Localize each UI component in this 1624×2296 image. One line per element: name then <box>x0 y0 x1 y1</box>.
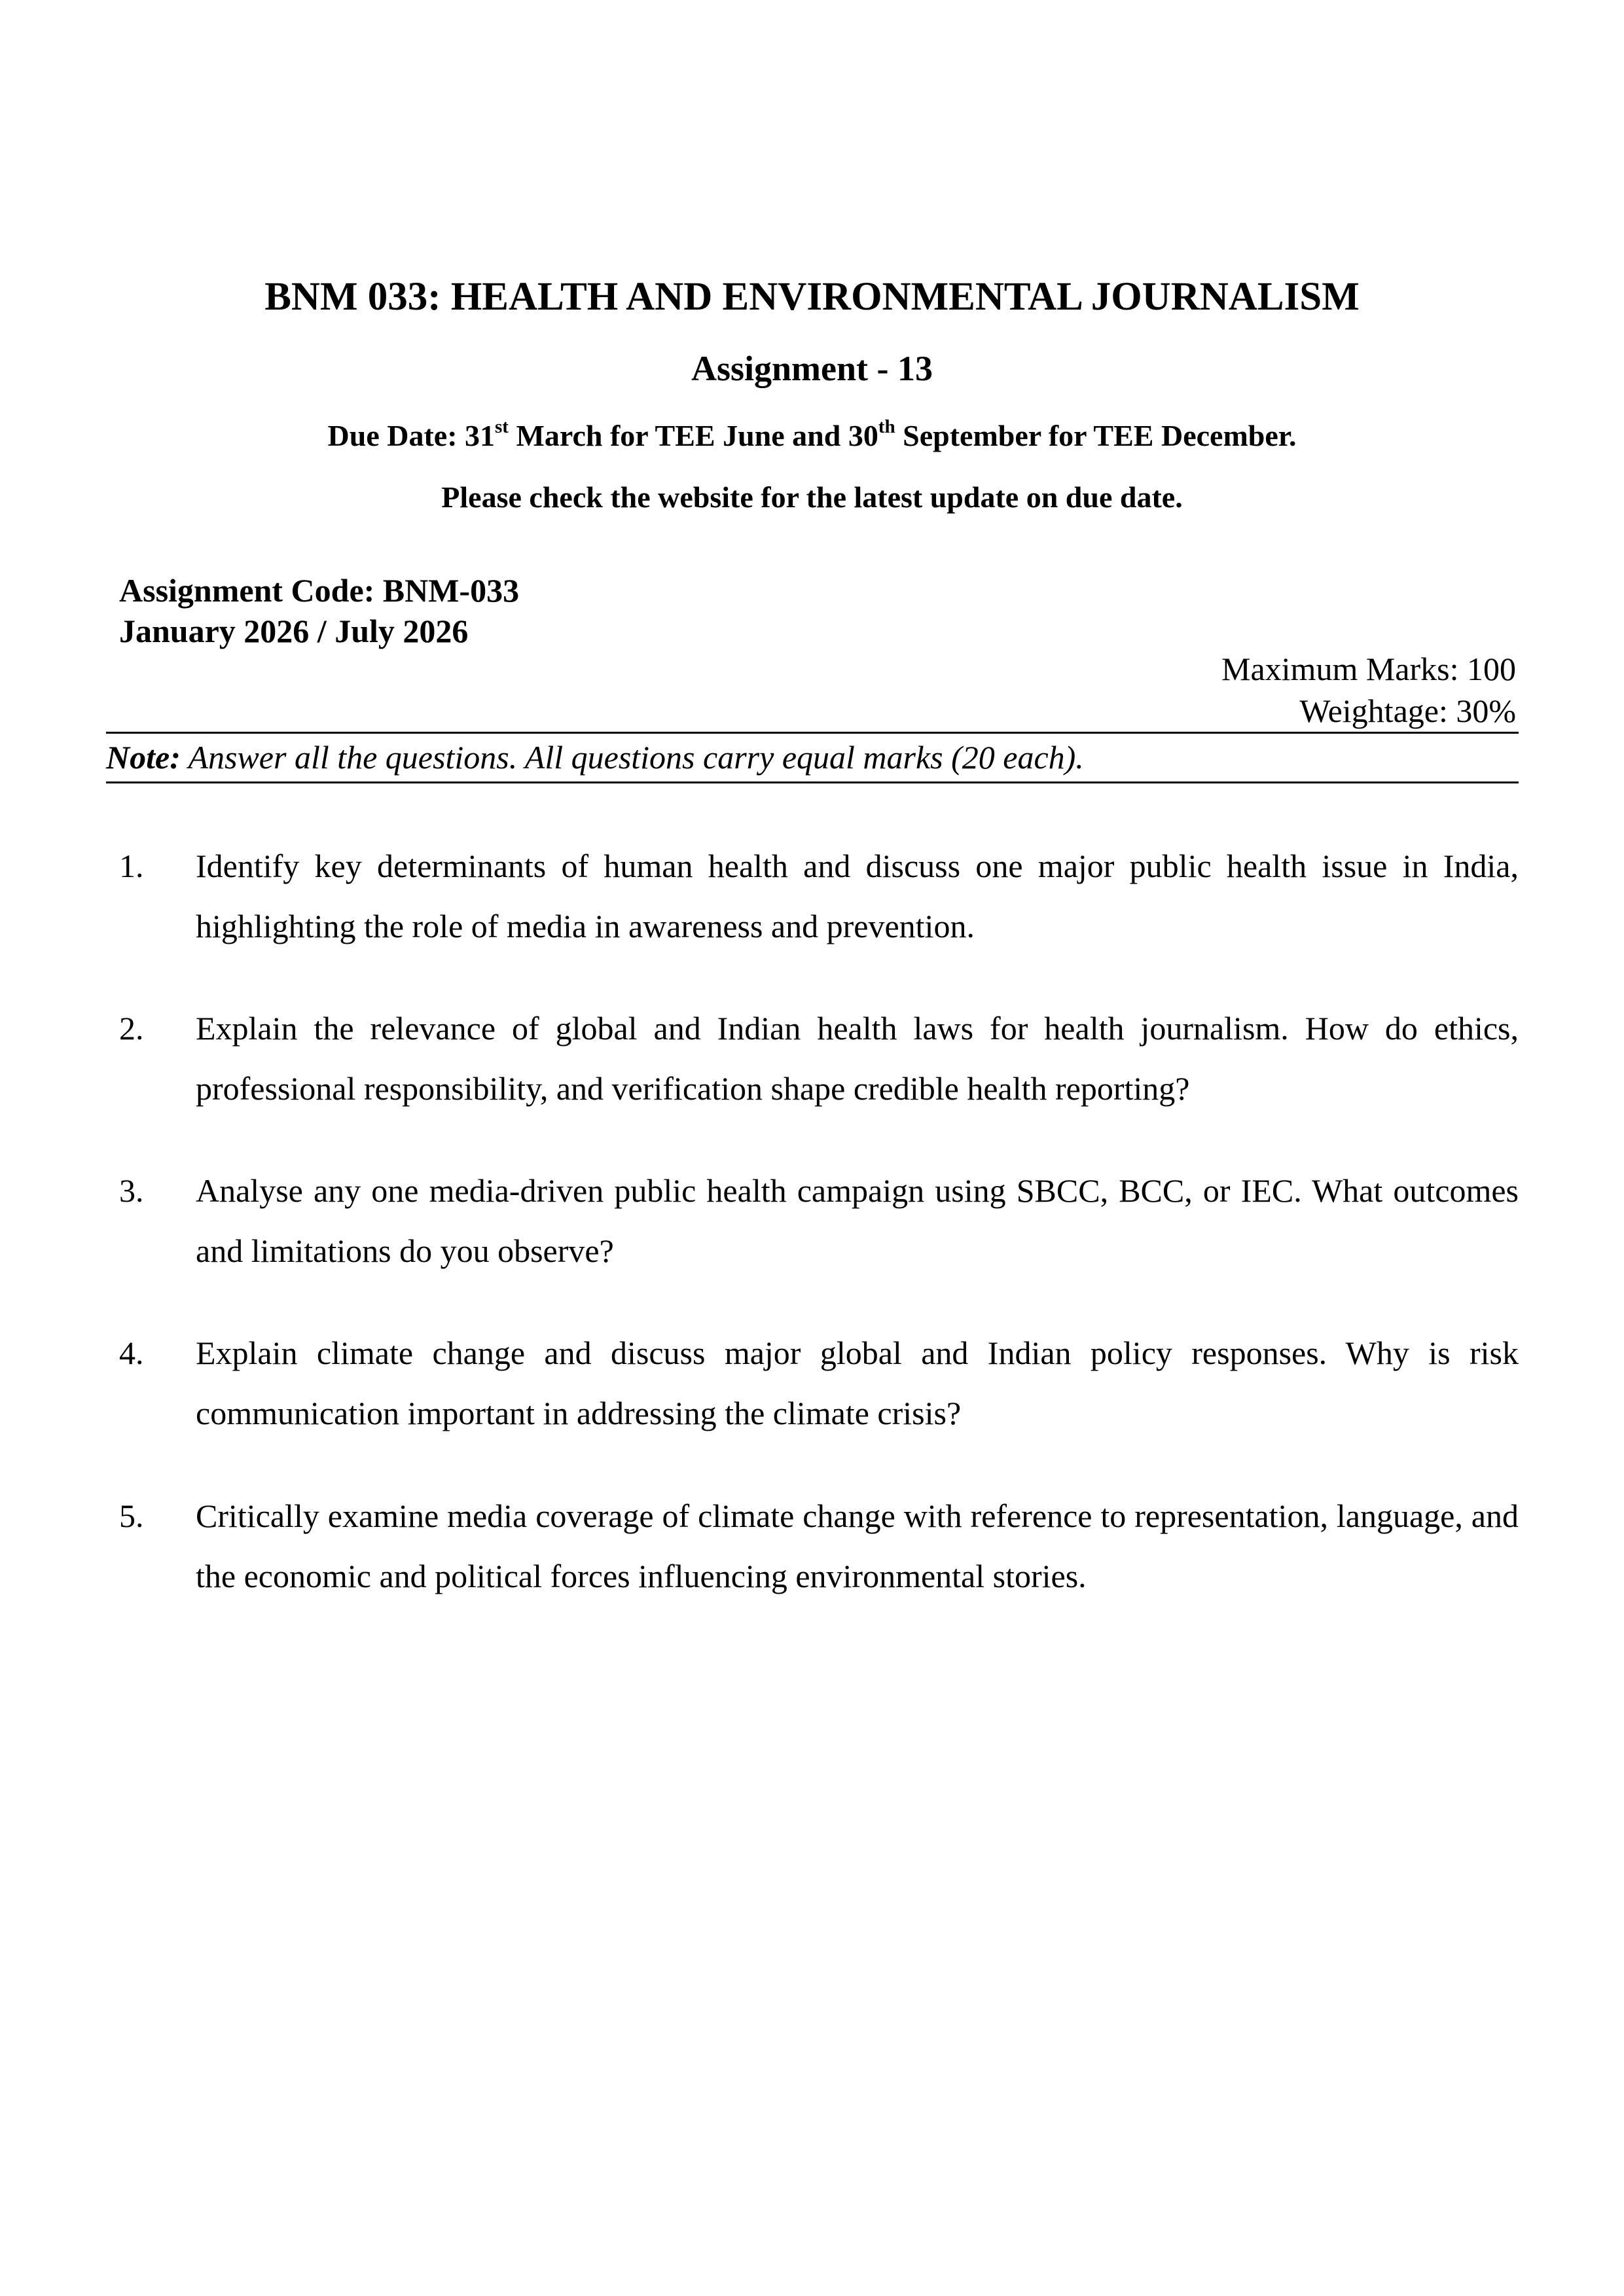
assignment-code: Assignment Code: BNM-033 <box>119 572 520 609</box>
note-label: Note: <box>106 739 181 776</box>
question-text: Explain climate change and discuss major global and Indian policy responses. Why is risk communication important in addressing the climate crisis? <box>196 1335 1519 1431</box>
course-title: BNM 033: HEALTH AND ENVIRONMENTAL JOURNALISM <box>264 275 1360 319</box>
due-date-ordinal-suffix-2: th <box>878 416 895 437</box>
maximum-marks: Maximum Marks: 100 <box>1221 651 1516 687</box>
question-text: Identify key determinants of human health and discuss one major public health issue in India, highlighting the role of media in awareness and prevention. <box>196 848 1519 944</box>
due-date-ordinal-suffix-1: st <box>495 416 509 437</box>
weightage: Weightage: 30% <box>1299 692 1516 729</box>
question-number: 1. <box>119 848 144 884</box>
question-number: 2. <box>119 1010 144 1047</box>
question-number: 5. <box>119 1498 144 1534</box>
top-divider <box>106 732 1519 734</box>
note-text: Answer all the questions. All questions carry equal marks (20 each). <box>180 739 1084 776</box>
bottom-divider <box>106 781 1519 783</box>
question-text: Critically examine media coverage of climate change with reference to representation, language, and the economic and political forces influencing environmental stories. <box>196 1498 1519 1594</box>
session-label: January 2026 / July 2026 <box>119 613 469 649</box>
assignment-number: Assignment - 13 <box>691 349 933 388</box>
note-line <box>106 736 1084 779</box>
question-number: 3. <box>119 1172 144 1209</box>
due-date-prefix: Due Date: 31 <box>327 419 496 452</box>
question-text: Explain the relevance of global and Indian health laws for health journalism. How do ethics, professional responsibility, and verification shape credible health reporting? <box>196 1010 1519 1107</box>
question-text: Analyse any one media-driven public health campaign using SBCC, BCC, or IEC. What outcomes and limitations do you observe? <box>196 1172 1519 1269</box>
due-date-suffix: September for TEE December. <box>895 419 1297 452</box>
question-number: 4. <box>119 1335 144 1371</box>
due-date-line <box>0 415 1624 457</box>
website-notice: Please check the website for the latest update on due date. <box>441 480 1183 514</box>
due-date-middle: March for TEE June and 30 <box>508 419 878 452</box>
